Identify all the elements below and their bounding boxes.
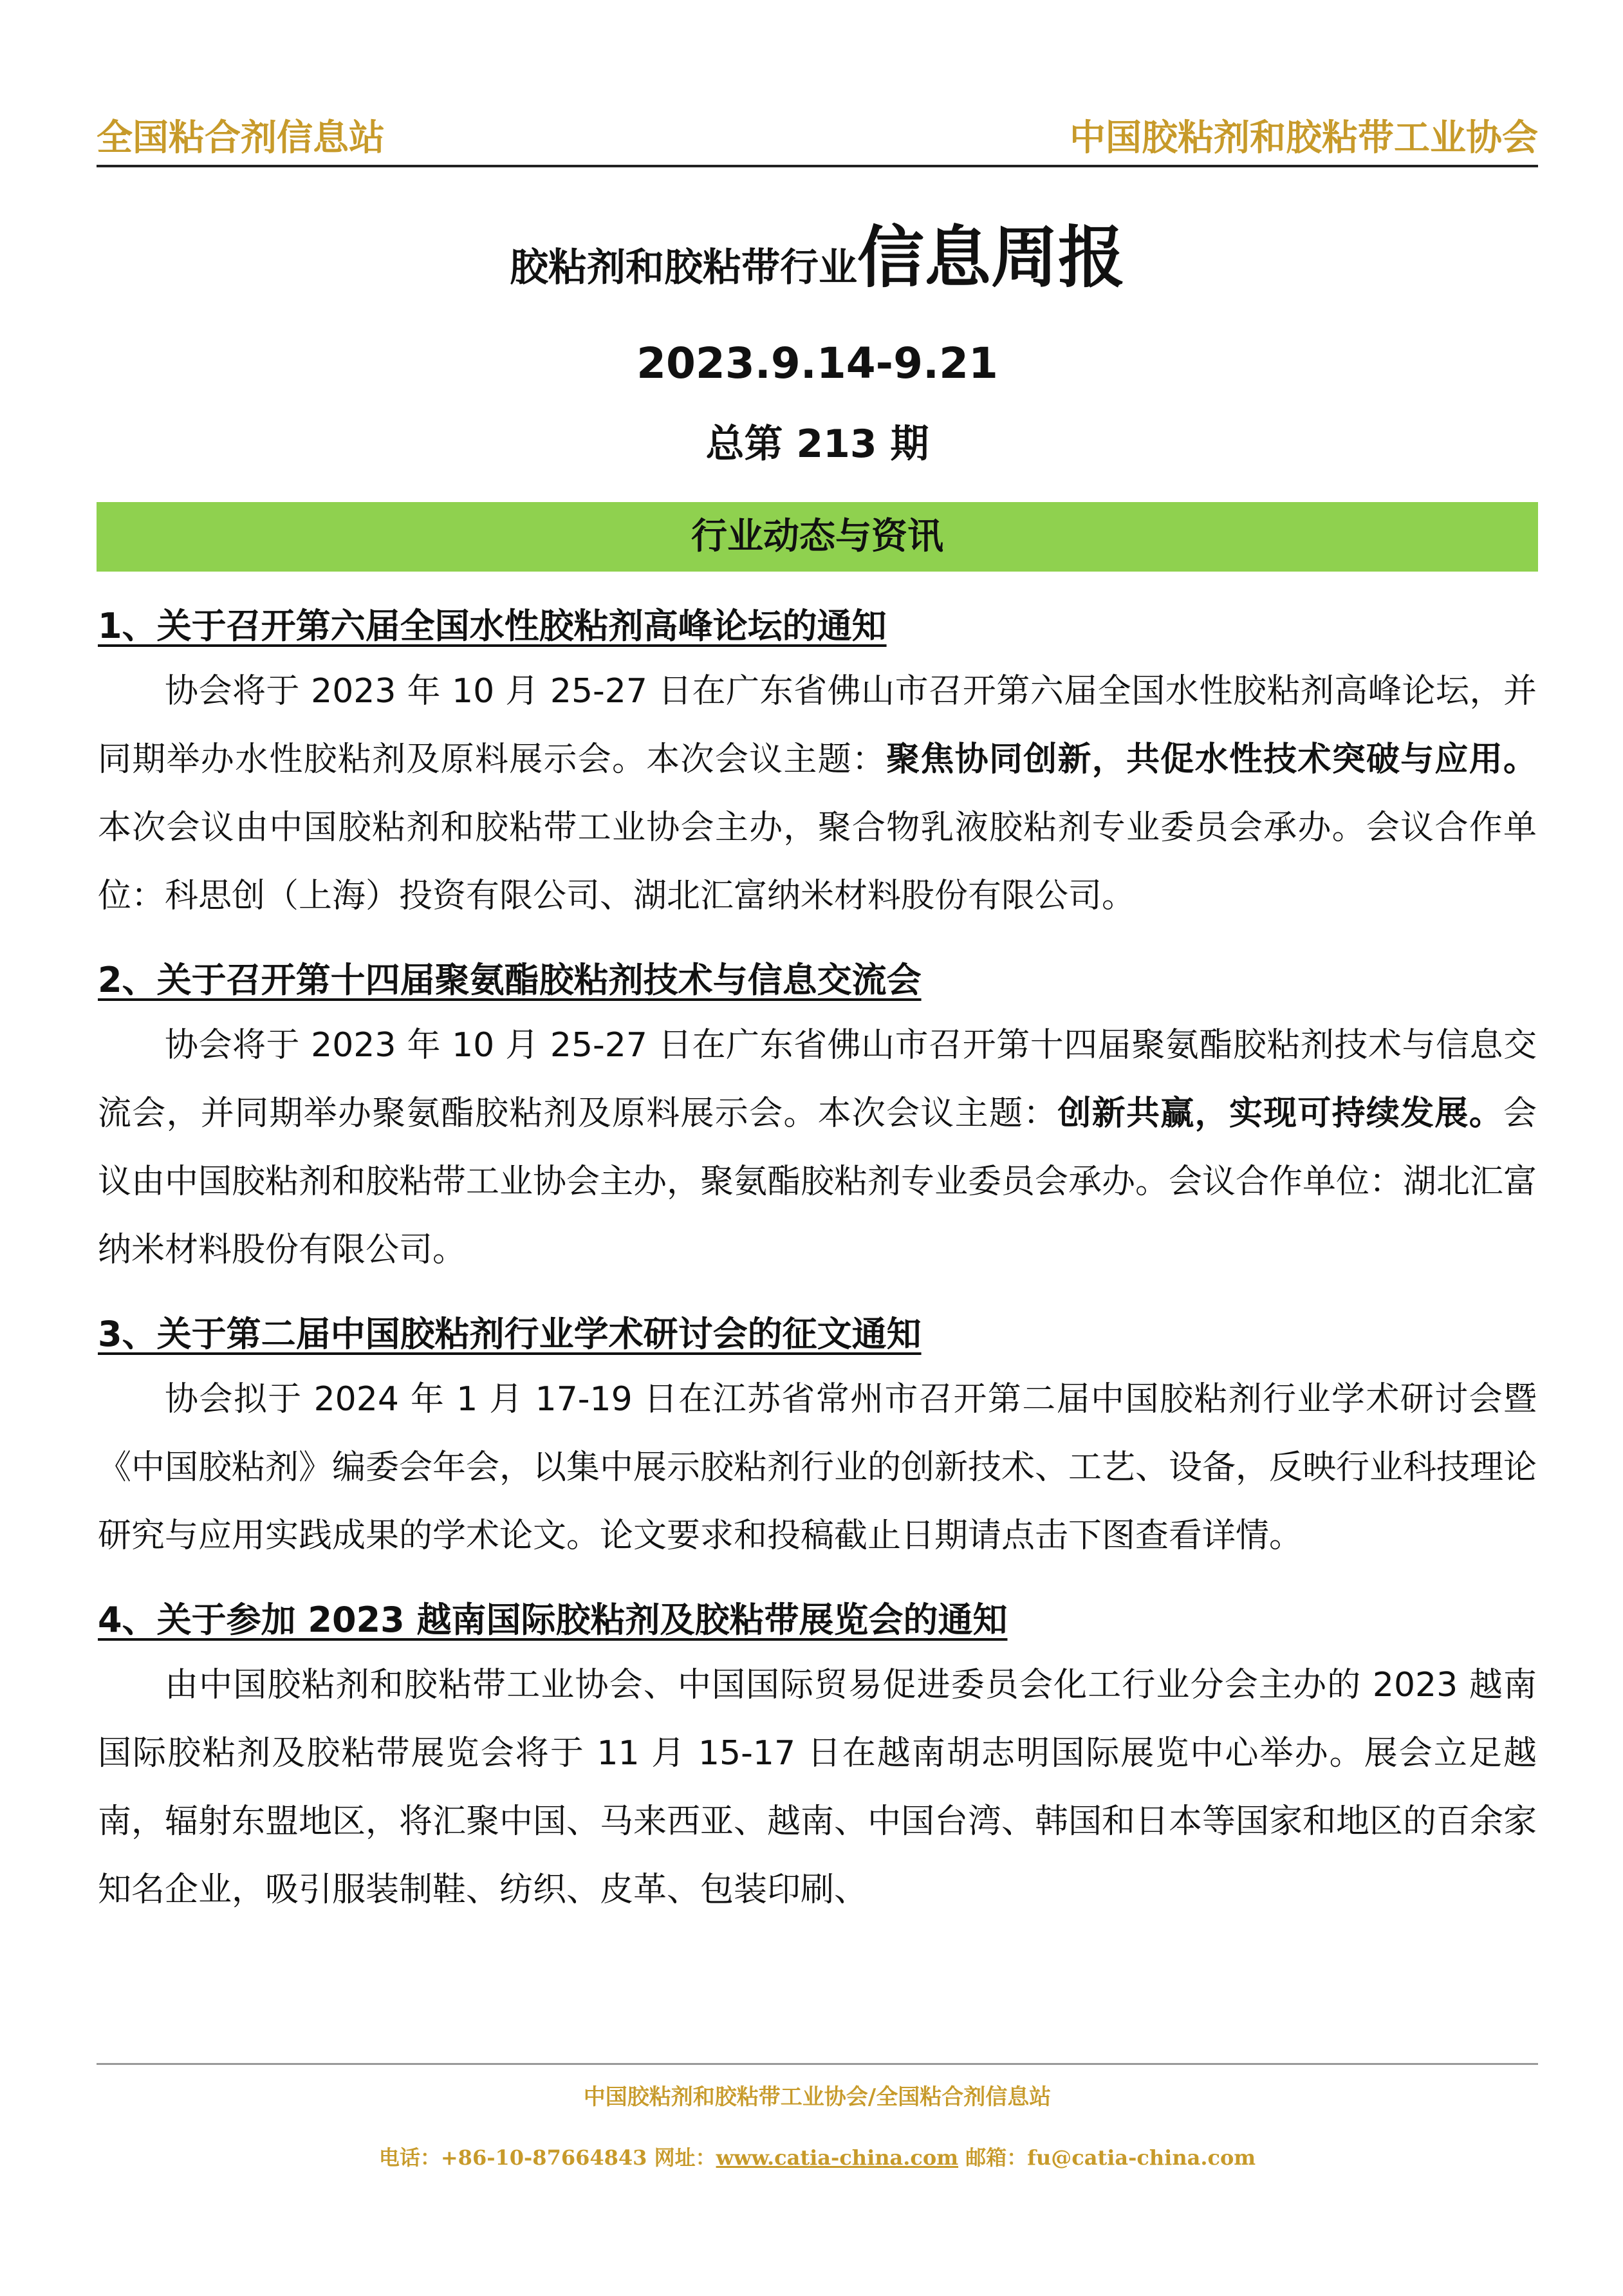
news-body-2: 协会将于 2023 年 10 月 25-27 日在广东省佛山市召开第十四届聚氨酯胶粘剂技术与信息交流会，并同期举办聚氨酯胶粘剂及原料展示会。本次会议主题：创新共赢，实现可持续发展。会议由中国胶粘剂和胶粘带工业协会主办，聚氨酯胶粘剂专业委员会承办。会议合作单位：湖北汇富纳米材料股份有限公司。 <box>98 1026 1537 1269</box>
footer-email-label: 邮箱： <box>958 2145 1028 2170</box>
header-right-title: 中国胶粘剂和胶粘带工业协会 <box>1070 117 1538 159</box>
news-heading-4[interactable]: 4、关于参加 2023 越南国际胶粘剂及胶粘带展览会的通知 <box>98 1600 1008 1640</box>
footer-contact <box>97 2140 1538 2176</box>
issue-number: 总第 213 期 <box>705 422 929 467</box>
news-theme-1: 聚焦协同创新，共促水性技术突破与应用。 <box>886 740 1537 779</box>
footer-email[interactable]: fu@catia-china.com <box>1027 2145 1256 2170</box>
report-title-prefix: 胶粘剂和胶粘带行业 <box>509 245 857 290</box>
news-theme-2: 创新共赢，实现可持续发展。 <box>1057 1094 1503 1133</box>
news-heading-2[interactable]: 2、关于召开第十四届聚氨酯胶粘剂技术与信息交流会 <box>98 960 922 1000</box>
page-header <box>97 103 1538 167</box>
news-heading-3[interactable]: 3、关于第二届中国胶粘剂行业学术研讨会的征文通知 <box>98 1314 922 1354</box>
footer-phone: 电话：+86-10-87664843 网址： <box>378 2145 716 2170</box>
news-item-3 <box>98 1303 1537 1570</box>
news-body-4: 由中国胶粘剂和胶粘带工业协会、中国国际贸易促进委员会化工行业分会主办的 2023 越南国际胶粘剂及胶粘带展览会将于 11 月 15-17 日在越南胡志明国际展览中心举办。展会立足越南，辐射东盟地区，将汇聚中国、马来西亚、越南、中国台湾、韩国和日本等国家和地区的百余家知名企业，吸引服装制鞋、纺织、皮革、包装印刷、 <box>98 1666 1537 1909</box>
news-content <box>98 595 1537 1943</box>
footer-website-link[interactable]: www.catia-china.com <box>716 2145 959 2170</box>
page-footer <box>97 2063 1538 2176</box>
news-item-1 <box>98 595 1537 930</box>
news-item-4 <box>98 1589 1537 1924</box>
news-body-3: 协会拟于 2024 年 1 月 17-19 日在江苏省常州市召开第二届中国胶粘剂行业学术研讨会暨《中国胶粘剂》编委会年会，以集中展示胶粘剂行业的创新技术、工艺、设备，反映行业科技理论研究与应用实践成果的学术论文。论文要求和投稿截止日期请点击下图查看详情。 <box>98 1380 1537 1555</box>
report-title <box>97 216 1538 319</box>
news-heading-1[interactable]: 1、关于召开第六届全国水性胶粘剂高峰论坛的通知 <box>98 606 887 646</box>
news-body-1: 协会将于 2023 年 10 月 25-27 日在广东省佛山市召开第六届全国水性胶粘剂高峰论坛，并同期举办水性胶粘剂及原料展示会。本次会议主题：聚焦协同创新，共促水性技术突破与应用。本次会议由中国胶粘剂和胶粘带工业协会主办，聚合物乳液胶粘剂专业委员会承办。会议合作单位：科思创（上海）投资有限公司、湖北汇富纳米材料股份有限公司。 <box>98 672 1537 915</box>
section-banner: 行业动态与资讯 <box>97 502 1538 572</box>
header-left-title: 全国粘合剂信息站 <box>97 117 385 159</box>
news-item-2 <box>98 949 1537 1284</box>
report-title-main: 信息周报 <box>857 218 1125 297</box>
footer-organization: 中国胶粘剂和胶粘带工业协会/全国粘合剂信息站 <box>583 2084 1052 2110</box>
date-range: 2023.9.14-9.21 <box>636 339 998 388</box>
